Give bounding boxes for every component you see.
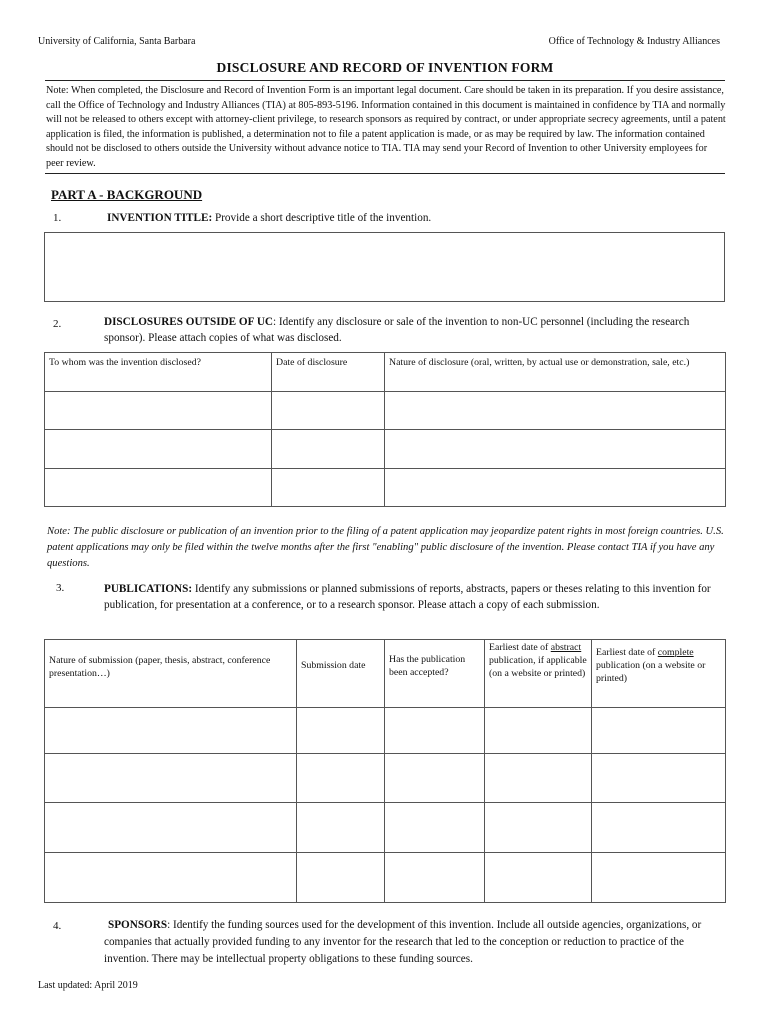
q3-prompt [104, 581, 726, 613]
publication-row3-complete-date[interactable] [591, 802, 726, 853]
publication-row4-submission-date[interactable] [296, 852, 385, 903]
q4-label: SPONSORS [108, 919, 168, 931]
publication-row3-abstract-date[interactable] [484, 802, 592, 853]
footer-last-updated: Last updated: April 2019 [38, 980, 138, 991]
disclosure-row2-date[interactable] [271, 429, 385, 469]
publication-row2-nature[interactable] [44, 753, 297, 803]
disclosure-row3-to-whom[interactable] [44, 468, 272, 507]
publication-row4-abstract-date[interactable] [484, 852, 592, 903]
publication-row1-abstract-date[interactable] [484, 707, 592, 754]
q4-prompt [104, 917, 722, 968]
publications-header-submission-date: Submission date [296, 639, 385, 708]
publications-header-accepted: Has the publication been accepted? [384, 639, 485, 708]
publication-row2-accepted[interactable] [384, 753, 485, 803]
publication-row3-nature[interactable] [44, 802, 297, 853]
abstract-date-suffix: publication, if applicable (on a website or printed) [489, 655, 587, 679]
q4-text: : Identify the funding sources used for the development of this invention. Include all outside agencies, organizations, or companies that actually provided funding to any inventor for the research that led to the conception or reduction to practice of the invention. There may be intellectual property obligations to these funding sources. [104, 919, 702, 965]
disclosure-row3-date[interactable] [271, 468, 385, 507]
q4-number: 4. [53, 920, 62, 932]
q1-number: 1. [53, 212, 62, 224]
form-title: DISCLOSURE AND RECORD OF INVENTION FORM [216, 60, 554, 75]
disclosure-row1-nature[interactable] [384, 391, 726, 430]
complete-date-prefix: Earliest date of [596, 647, 658, 658]
publications-header-complete-date [591, 639, 726, 708]
disclosure-warning-note: Note: The public disclosure or publication of an invention prior to the filing of a patent application may jeopardize patent rights in most foreign countries. U.S. patent applications may only be filed within the twelve months after the first "enabling" public disclosure of the invention. Please contact TIA if you have any questions. [47, 526, 724, 569]
disclosures-header-nature: Nature of disclosure (oral, written, by actual use or demonstration, sale, etc.) [384, 352, 726, 392]
q1-text: Provide a short descriptive title of the invention. [212, 212, 432, 224]
publication-row3-accepted[interactable] [384, 802, 485, 853]
q3-text: Identify any submissions or planned submissions of reports, abstracts, papers or theses relating to this invention for publication, for presentation at a conference, or to a research sponsor. Please attach a copy of each submission. [104, 583, 711, 611]
publication-row1-nature[interactable] [44, 707, 297, 754]
publication-row3-submission-date[interactable] [296, 802, 385, 853]
title-rule [45, 80, 725, 81]
q1-prompt [107, 210, 707, 226]
disclosure-row2-to-whom[interactable] [44, 429, 272, 469]
publication-row2-abstract-date[interactable] [484, 753, 592, 803]
publication-row1-complete-date[interactable] [591, 707, 726, 754]
q3-number: 3. [56, 582, 65, 594]
disclosure-row1-to-whom[interactable] [44, 391, 272, 430]
q2-prompt [104, 314, 724, 346]
abstract-date-underlined: abstract [550, 642, 582, 653]
note-rule [45, 173, 725, 174]
q3-label: PUBLICATIONS: [104, 583, 193, 595]
header-institution: University of California, Santa Barbara [38, 36, 196, 47]
q2-label: DISCLOSURES OUTSIDE OF UC [104, 316, 273, 328]
q2-number: 2. [53, 318, 62, 330]
abstract-date-prefix: Earliest date of [489, 642, 551, 653]
disclosures-header-to-whom: To whom was the invention disclosed? [44, 352, 272, 392]
publication-row1-accepted[interactable] [384, 707, 485, 754]
publications-header-nature: Nature of submission (paper, thesis, abstract, conference presentation…) [44, 639, 297, 708]
publication-row4-accepted[interactable] [384, 852, 485, 903]
disclosure-row2-nature[interactable] [384, 429, 726, 469]
publication-row2-complete-date[interactable] [591, 753, 726, 803]
disclosure-row3-nature[interactable] [384, 468, 726, 507]
q1-label: INVENTION TITLE: [107, 212, 213, 224]
publication-row4-nature[interactable] [44, 852, 297, 903]
complete-date-suffix: publication (on a website or printed) [596, 660, 706, 684]
q2-text: : Identify any disclosure or sale of the invention to non-UC personnel (including the research sponsor). Please attach copies of what was disclosed. [104, 316, 690, 344]
disclosure-row1-date[interactable] [271, 391, 385, 430]
publication-row4-complete-date[interactable] [591, 852, 726, 903]
part-a-heading: PART A - BACKGROUND [51, 187, 203, 202]
publications-header-abstract-date [484, 639, 592, 708]
complete-date-underlined: complete [657, 647, 694, 658]
publication-row1-submission-date[interactable] [296, 707, 385, 754]
disclosures-header-date: Date of disclosure [271, 352, 385, 392]
intro-note: Note: When completed, the Disclosure and Record of Invention Form is an important legal document. Care should be taken in its preparation. If you desire assistance, call the Office of Technology and Industry Alliances (TIA) at 805-893-5196. Information contained in this document is maintained in confidence by TIA and normally will not be released to others except with attorney-client privilege, to research sponsors as required by contract, or under appropriate secrecy agreements, until a patent application is filed, the information is published, a determination not to file a patent application is made, or as may be required by law. The information contained should not be disclosed to others outside the University without advance notice to TIA. TIA may send your Record of Invention to other University employees for peer review. [46, 85, 726, 169]
invention-title-field[interactable] [44, 232, 725, 302]
header-office: Office of Technology & Industry Alliances [548, 36, 720, 47]
publication-row2-submission-date[interactable] [296, 753, 385, 803]
